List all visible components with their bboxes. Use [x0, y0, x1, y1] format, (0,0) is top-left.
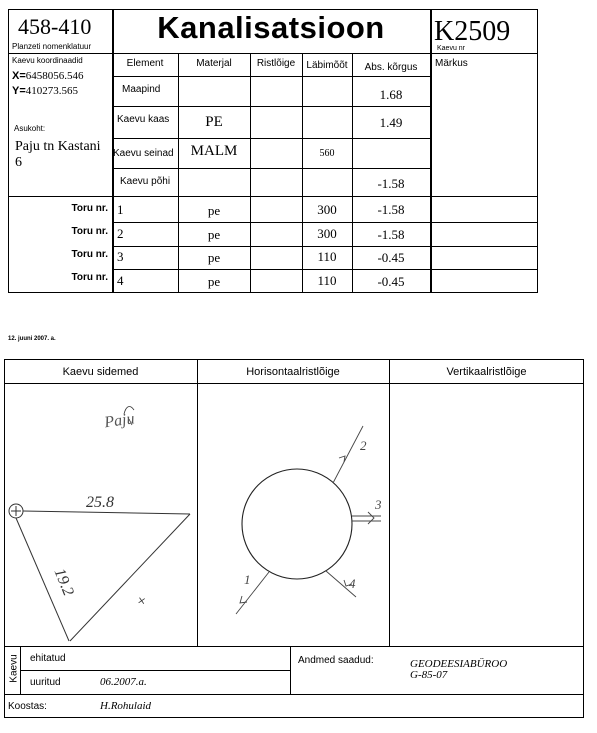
- element-row-material: MALM: [190, 143, 238, 159]
- pipe-material: pe: [207, 227, 221, 242]
- pipe-height: -1.58: [377, 202, 405, 217]
- coord-x: [12, 70, 84, 82]
- pipe-2-label: 2: [360, 438, 367, 453]
- element-row-label: Kaevu seinad: [113, 148, 174, 159]
- element-row-diameter: 560: [319, 148, 335, 159]
- pipe-diameter: 300: [317, 202, 337, 217]
- sheet-caption: Planzeti nomenklatuur: [12, 42, 92, 51]
- col-element: Element: [126, 58, 164, 69]
- coords-caption: Kaevu koordinaadid: [12, 56, 83, 65]
- sheet-number: 458-410: [18, 14, 92, 39]
- col-abs-height: Abs. kõrgus: [364, 62, 418, 73]
- element-row-material: PE: [205, 114, 223, 130]
- pipe-material: pe: [207, 274, 221, 289]
- location-line2: 6: [15, 155, 22, 170]
- distance-side: 19.2: [50, 565, 77, 599]
- date-note: 12. juuni 2007. a.: [8, 336, 56, 342]
- pipe-nr: 1: [117, 202, 124, 217]
- pipe-diameter: 300: [317, 226, 337, 241]
- pipe-label: Toru nr.: [71, 272, 108, 283]
- pipe-3-label: 3: [375, 497, 382, 512]
- col-material: Materjal: [196, 58, 232, 69]
- coord-y-value: 410273.565: [25, 85, 79, 97]
- plus-mark: +: [133, 591, 151, 611]
- well-circle-icon: [242, 469, 352, 579]
- pipe-label: Toru nr.: [71, 249, 108, 260]
- pipe-label: Toru nr.: [71, 226, 108, 237]
- pipe-material: pe: [207, 250, 221, 265]
- data-from-label: Andmed saadud:: [298, 655, 374, 666]
- coord-x-value: 6458056.546: [25, 70, 84, 82]
- col-cross-section: Ristlõige: [256, 58, 296, 69]
- element-row-label: Kaevu põhi: [120, 176, 171, 187]
- element-row-height: 1.49: [379, 115, 403, 130]
- compiled-value: H.Rohulaid: [100, 700, 152, 712]
- well-vertical-label: Kaevu: [8, 654, 20, 683]
- data-from-code: G-85-07: [410, 669, 448, 681]
- pipe-nr: 3: [117, 249, 124, 264]
- surveyed-label: uuritud: [30, 677, 61, 688]
- well-id-caption: Kaevu nr: [437, 45, 466, 52]
- pipe-diameter: 110: [317, 273, 337, 288]
- built-label: ehitatud: [30, 653, 66, 664]
- element-row-label: Maapind: [122, 84, 161, 95]
- element-row-height: 1.68: [379, 87, 403, 102]
- distance-top: 25.8: [86, 494, 114, 511]
- pipe-height: -0.45: [377, 274, 405, 289]
- coord-y: [12, 85, 78, 97]
- coord-y-label: Y=: [12, 85, 26, 97]
- col-diameter: Läbimõõt: [306, 60, 348, 71]
- pipe-nr: 4: [117, 273, 124, 288]
- pipe-material: pe: [207, 203, 221, 218]
- element-row-height: -1.58: [377, 176, 405, 191]
- location-line1: Paju tn Kastani: [15, 139, 101, 154]
- compiled-label: Koostas:: [8, 701, 47, 712]
- pipe-height: -1.58: [377, 227, 405, 242]
- pipe-1-label: 1: [244, 572, 251, 587]
- page-title: Kanalisatsioon: [157, 10, 385, 45]
- pipe-diameter: 110: [317, 249, 337, 264]
- element-row-label: Kaevu kaas: [117, 114, 170, 125]
- section-horizontal-title: Horisontaalristlõige: [246, 366, 340, 378]
- well-id: K2509: [434, 16, 511, 47]
- horizontal-section-sketch: [198, 384, 389, 646]
- coord-x-label: X=: [12, 70, 26, 82]
- pipe-nr: 2: [117, 226, 124, 241]
- section-vertical-title: Vertikaalristlõige: [446, 366, 527, 378]
- pipe-height: -0.45: [377, 250, 405, 265]
- street-note: Paju: [103, 410, 136, 432]
- surveyed-value: 06.2007.a.: [100, 676, 147, 688]
- pipe-label: Toru nr.: [71, 203, 108, 214]
- section-ties-title: Kaevu sidemed: [62, 366, 139, 378]
- data-from-org: GEODEESIABÜROO: [410, 658, 508, 670]
- col-notes: Märkus: [435, 58, 468, 69]
- ties-sketch: [4, 384, 197, 646]
- pipe-4-label: 4: [349, 576, 356, 591]
- location-caption: Asukoht:: [14, 124, 46, 133]
